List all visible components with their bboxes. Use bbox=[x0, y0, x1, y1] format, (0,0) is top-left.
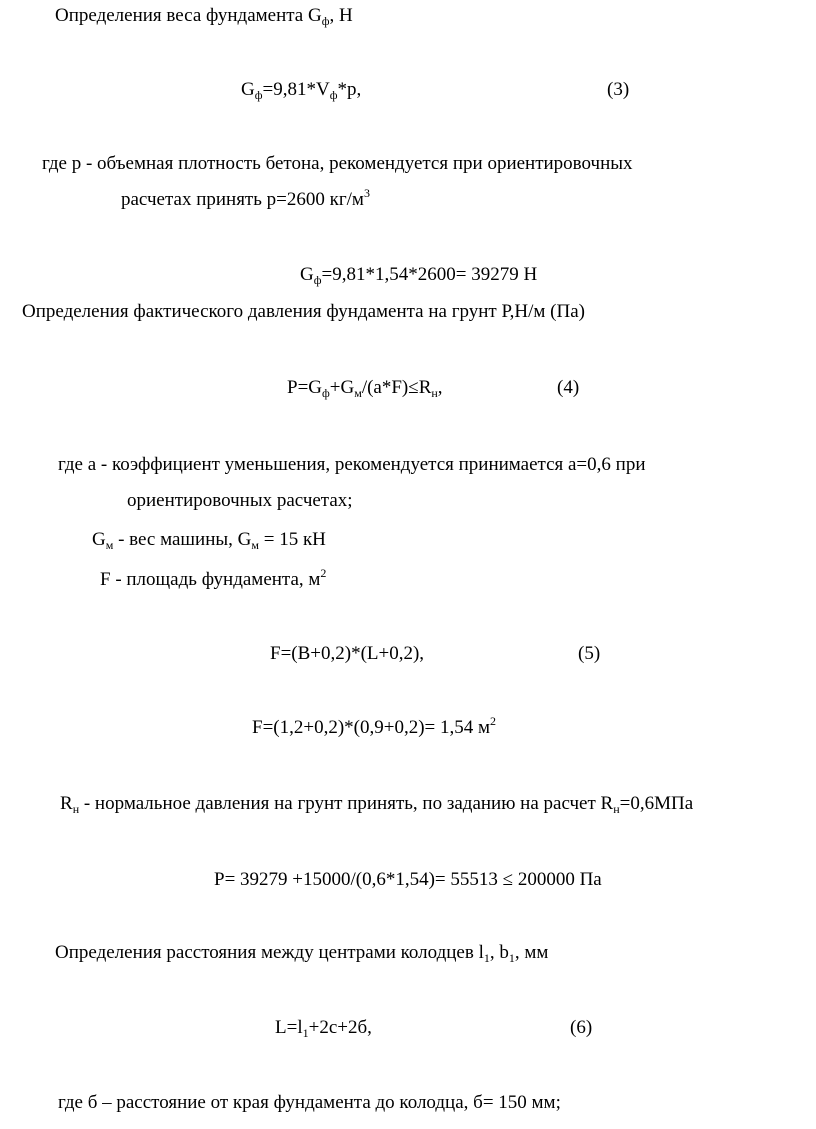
formula-part: =9,81*V bbox=[262, 79, 330, 100]
heading-text: Определения веса фундамента G bbox=[55, 5, 322, 26]
subscript: ф bbox=[322, 386, 330, 400]
area-calculation bbox=[252, 714, 497, 738]
formula-5: F=(B+0,2)*(L+0,2), bbox=[270, 643, 425, 664]
heading-part: Определения расстояния между центрами колодцев l bbox=[55, 942, 484, 963]
definition-text: F - площадь фундамента, м bbox=[100, 569, 321, 590]
subscript: ф bbox=[254, 88, 263, 102]
subscript: ф bbox=[321, 14, 330, 28]
pressure-calculation: Р= 39279 +15000/(0,6*1,54)= 55513 ≤ 200000 Па bbox=[214, 869, 602, 890]
subscript: 1 bbox=[483, 951, 490, 965]
formula-part: =9,81*1,54*2600= 39279 Н bbox=[321, 264, 538, 285]
definition-part: - нормальное давления на грунт принять, по заданию на расчет R bbox=[79, 793, 614, 814]
formula-part: +G bbox=[329, 377, 355, 398]
equation-number-4: (4) bbox=[557, 377, 580, 398]
machine-weight-definition bbox=[92, 529, 326, 552]
subscript: ф bbox=[329, 88, 338, 102]
subscript: м bbox=[105, 538, 114, 552]
formula-part: /(а*F)≤R bbox=[361, 377, 432, 398]
subscript: 1 bbox=[508, 951, 515, 965]
heading-tail: , Н bbox=[329, 5, 353, 26]
heading-well-distance bbox=[55, 942, 549, 965]
superscript: 2 bbox=[490, 714, 497, 728]
formula-part: G bbox=[241, 79, 255, 100]
definition-part: =0,6МПа bbox=[619, 793, 694, 814]
definition-part: - вес машины, G bbox=[113, 529, 252, 550]
formula-part: +2с+2б, bbox=[308, 1017, 372, 1038]
equation-number-5: (5) bbox=[578, 643, 601, 664]
formula-4 bbox=[287, 377, 443, 400]
heading-part: , мм bbox=[514, 942, 549, 963]
weight-calculation bbox=[300, 264, 538, 287]
formula-part: L=l bbox=[275, 1017, 303, 1038]
formula-part: G bbox=[300, 264, 314, 285]
heading-part: , b bbox=[489, 942, 509, 963]
subscript: м bbox=[354, 386, 362, 400]
formula-6 bbox=[275, 1017, 372, 1040]
definition-part: G bbox=[92, 529, 106, 550]
superscript: 3 bbox=[363, 186, 370, 200]
subscript: н bbox=[72, 802, 80, 816]
subscript: ф bbox=[313, 273, 322, 287]
subscript: 1 bbox=[302, 1026, 309, 1040]
heading-actual-pressure: Определения фактического давления фундамента на грунт Р,Н/м (Па) bbox=[22, 301, 585, 322]
definition-part: = 15 кН bbox=[258, 529, 326, 550]
density-definition-line2 bbox=[121, 186, 370, 210]
formula-3 bbox=[241, 79, 362, 102]
definition-text: расчетах принять р=2600 кг/м bbox=[121, 189, 364, 210]
superscript: 2 bbox=[320, 566, 327, 580]
normal-pressure-definition bbox=[60, 793, 694, 816]
equation-number-3: (3) bbox=[607, 79, 630, 100]
formula-part: , bbox=[437, 377, 443, 398]
subscript: н bbox=[431, 386, 438, 400]
definition-part: R bbox=[60, 793, 73, 814]
area-definition bbox=[100, 566, 327, 590]
subscript: м bbox=[251, 538, 259, 552]
formula-part: *р, bbox=[337, 79, 362, 100]
density-definition-line1: где р - объемная плотность бетона, рекомендуется при ориентировочных bbox=[42, 153, 633, 174]
formula-part: F=(1,2+0,2)*(0,9+0,2)= 1,54 м bbox=[252, 717, 491, 738]
coefficient-definition-line2: ориентировочных расчетах; bbox=[127, 490, 353, 511]
heading-foundation-weight bbox=[55, 5, 353, 28]
subscript: н bbox=[613, 802, 620, 816]
coefficient-definition-line1: где а - коэффициент уменьшения, рекомендуется принимается а=0,6 при bbox=[58, 454, 646, 475]
edge-distance-definition: где б – расстояние от края фундамента до колодца, б= 150 мм; bbox=[58, 1092, 561, 1113]
equation-number-6: (6) bbox=[570, 1017, 593, 1038]
formula-part: Р=G bbox=[287, 377, 323, 398]
